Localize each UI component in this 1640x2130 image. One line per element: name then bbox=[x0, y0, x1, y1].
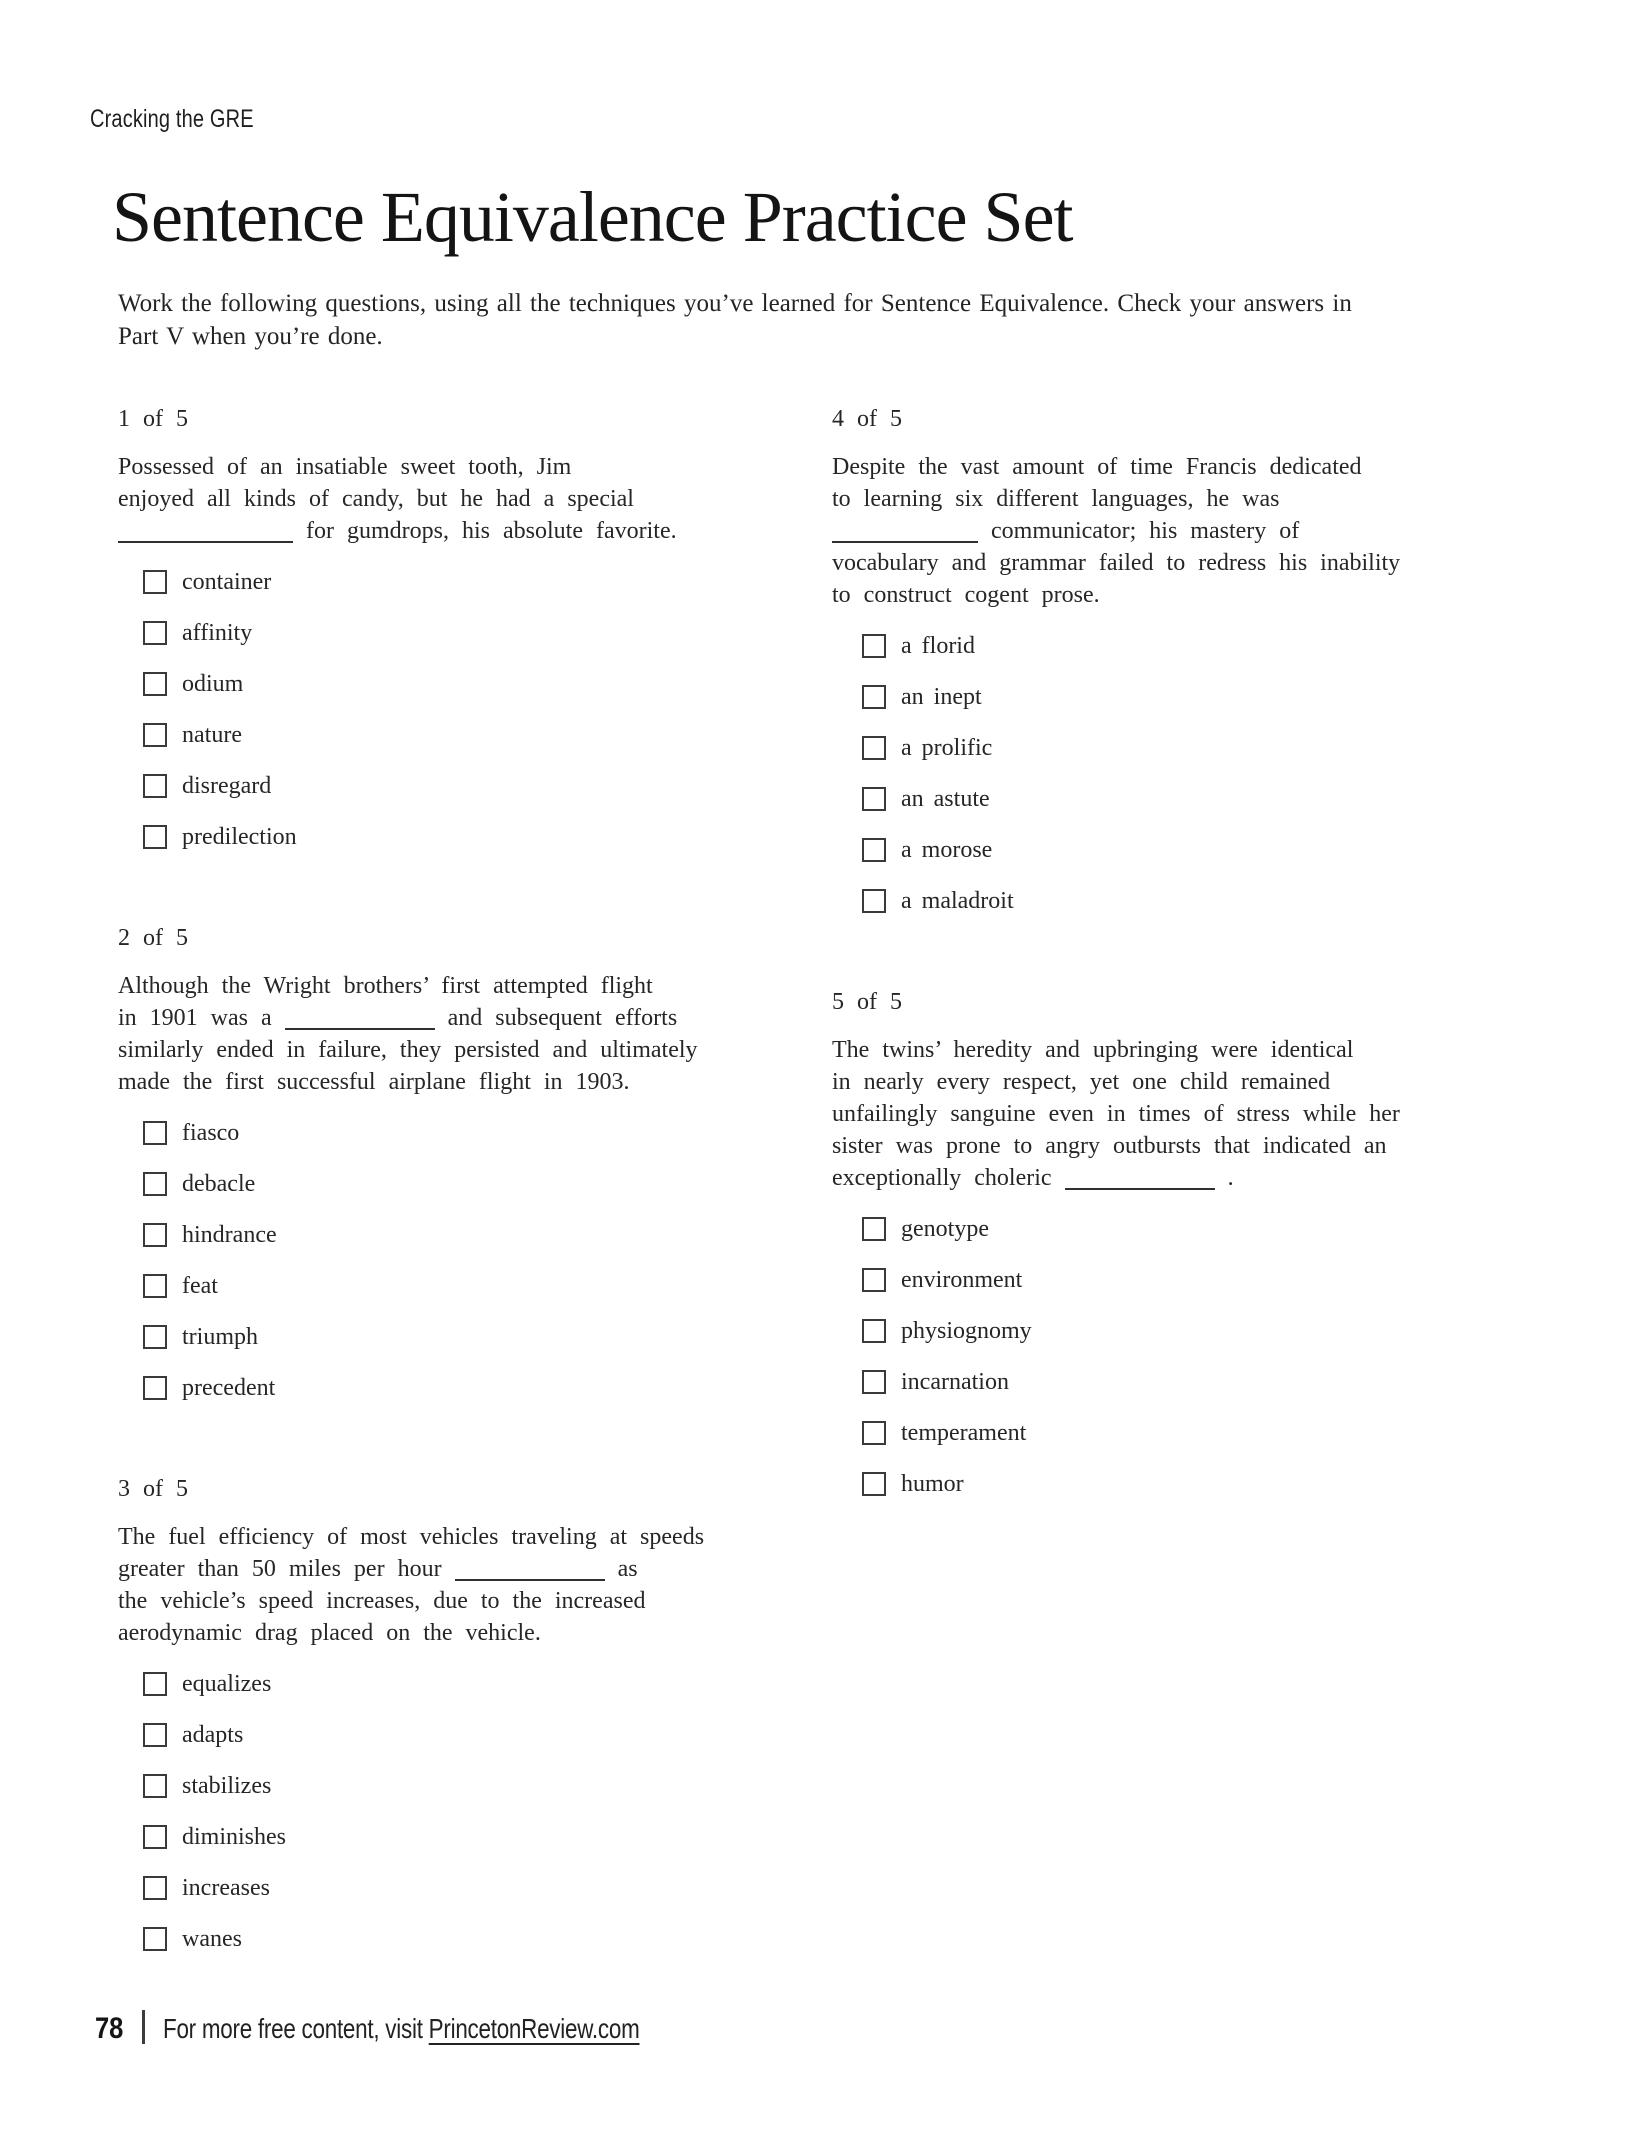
question-text-line bbox=[118, 1553, 798, 1585]
question-text-segment: Despite the vast amount of time Francis dedicated bbox=[832, 454, 1362, 480]
answer-option[interactable] bbox=[118, 822, 798, 852]
question-text-segment: enjoyed all kinds of candy, but he had a special bbox=[118, 486, 634, 512]
checkbox-icon[interactable] bbox=[143, 1223, 167, 1247]
answer-option[interactable] bbox=[118, 618, 798, 648]
checkbox-icon[interactable] bbox=[862, 685, 886, 709]
answer-option[interactable] bbox=[832, 1469, 1522, 1499]
answer-option-label: diminishes bbox=[182, 1823, 287, 1850]
question-text-segment: the vehicle’s speed increases, due to the increased bbox=[118, 1588, 646, 1614]
answer-blank bbox=[1065, 1168, 1215, 1190]
answer-option[interactable] bbox=[118, 1220, 798, 1250]
footer-text bbox=[163, 2013, 640, 2045]
checkbox-icon[interactable] bbox=[143, 621, 167, 645]
question-text-line bbox=[118, 1617, 798, 1649]
answer-option-label: fiasco bbox=[182, 1119, 240, 1146]
answer-option[interactable] bbox=[832, 1418, 1522, 1448]
question-text bbox=[832, 1034, 1522, 1194]
question-text-line bbox=[832, 1034, 1522, 1066]
question-text-line bbox=[832, 579, 1522, 611]
question-text-line bbox=[832, 1066, 1522, 1098]
answer-option-label: precedent bbox=[182, 1374, 276, 1401]
answer-option-label: container bbox=[182, 568, 272, 595]
answer-option-label: genotype bbox=[901, 1215, 989, 1242]
answer-option-label: feat bbox=[182, 1272, 218, 1299]
answer-option-label: a prolific bbox=[901, 734, 993, 761]
footer-divider bbox=[142, 2010, 145, 2044]
question-4 bbox=[832, 403, 1522, 916]
answer-option[interactable] bbox=[118, 669, 798, 699]
checkbox-icon[interactable] bbox=[862, 1370, 886, 1394]
question-text bbox=[832, 451, 1522, 611]
question-text-segment: greater than 50 miles per hour bbox=[118, 1556, 455, 1582]
checkbox-icon[interactable] bbox=[143, 1927, 167, 1951]
question-5 bbox=[832, 986, 1522, 1499]
question-3 bbox=[118, 1473, 798, 1954]
answer-option[interactable] bbox=[832, 682, 1522, 712]
question-text-segment: Possessed of an insatiable sweet tooth, Jim bbox=[118, 454, 572, 480]
answer-option-label: hindrance bbox=[182, 1221, 277, 1248]
checkbox-icon[interactable] bbox=[862, 787, 886, 811]
question-text-segment: exceptionally choleric bbox=[832, 1165, 1065, 1191]
question-text-segment: The fuel efficiency of most vehicles traveling at speeds bbox=[118, 1524, 705, 1550]
question-text-line bbox=[832, 547, 1522, 579]
answer-option-label: environment bbox=[901, 1266, 1023, 1293]
answer-blank bbox=[285, 1008, 435, 1030]
answer-option[interactable] bbox=[832, 1214, 1522, 1244]
question-text-segment: and subsequent efforts bbox=[434, 1005, 678, 1031]
answer-option[interactable] bbox=[118, 1373, 798, 1403]
question-text bbox=[118, 1521, 798, 1649]
page-title: Sentence Equivalence Practice Set bbox=[112, 177, 1073, 257]
checkbox-icon[interactable] bbox=[143, 1121, 167, 1145]
checkbox-icon[interactable] bbox=[862, 634, 886, 658]
right-column bbox=[832, 403, 1522, 1569]
question-text-segment: to construct cogent prose. bbox=[832, 582, 1100, 608]
answer-option-label: incarnation bbox=[901, 1368, 1009, 1395]
footer-text-label: For more free content, visit bbox=[163, 2013, 429, 2044]
answer-option-label: predilection bbox=[182, 823, 297, 850]
question-text-line bbox=[832, 1098, 1522, 1130]
left-column bbox=[118, 403, 798, 2024]
answer-option[interactable] bbox=[832, 835, 1522, 865]
intro-line: Work the following questions, using all the techniques you’ve learned for Sentence Equivalence. Check your answers in bbox=[118, 290, 1352, 317]
page-number: 78 bbox=[95, 2012, 124, 2045]
checkbox-icon[interactable] bbox=[143, 1774, 167, 1798]
answer-option[interactable] bbox=[118, 1720, 798, 1750]
question-1 bbox=[118, 403, 798, 852]
intro-line: Part V when you’re done. bbox=[118, 323, 383, 350]
answer-option-label: temperament bbox=[901, 1419, 1027, 1446]
answer-option-label: physiognomy bbox=[901, 1317, 1032, 1344]
checkbox-icon[interactable] bbox=[862, 1268, 886, 1292]
checkbox-icon[interactable] bbox=[862, 889, 886, 913]
answer-options bbox=[832, 1214, 1522, 1499]
checkbox-icon[interactable] bbox=[143, 1876, 167, 1900]
question-text-line bbox=[118, 1521, 798, 1553]
answer-option[interactable] bbox=[118, 720, 798, 750]
answer-option-label: affinity bbox=[182, 619, 253, 646]
question-text-segment: unfailingly sanguine even in times of stress while her bbox=[832, 1101, 1400, 1127]
question-text-line bbox=[832, 1162, 1522, 1194]
intro-paragraph bbox=[118, 287, 1518, 353]
question-text-segment: as bbox=[604, 1556, 638, 1582]
question-text-line bbox=[118, 451, 798, 483]
answer-option-label: an astute bbox=[901, 785, 990, 812]
answer-option-label: nature bbox=[182, 721, 242, 748]
answer-option[interactable] bbox=[832, 784, 1522, 814]
question-text-line bbox=[832, 451, 1522, 483]
answer-blank bbox=[118, 521, 293, 543]
question-text-segment: . bbox=[1214, 1165, 1234, 1191]
answer-option[interactable] bbox=[832, 733, 1522, 763]
answer-option[interactable] bbox=[832, 886, 1522, 916]
checkbox-icon[interactable] bbox=[862, 736, 886, 760]
answer-option[interactable] bbox=[118, 1322, 798, 1352]
question-text-segment: similarly ended in failure, they persisted and ultimately bbox=[118, 1037, 698, 1063]
answer-option[interactable] bbox=[118, 771, 798, 801]
question-number: 2 of 5 bbox=[118, 925, 188, 951]
checkbox-icon[interactable] bbox=[143, 1723, 167, 1747]
question-text-segment: The twins’ heredity and upbringing were identical bbox=[832, 1037, 1354, 1063]
answer-option[interactable] bbox=[118, 1873, 798, 1903]
checkbox-icon[interactable] bbox=[862, 1472, 886, 1496]
checkbox-icon[interactable] bbox=[143, 1274, 167, 1298]
question-number: 5 of 5 bbox=[832, 989, 902, 1015]
checkbox-icon[interactable] bbox=[143, 1672, 167, 1696]
answer-options bbox=[118, 567, 798, 852]
checkbox-icon[interactable] bbox=[862, 1421, 886, 1445]
question-text-line bbox=[832, 483, 1522, 515]
answer-blank bbox=[455, 1559, 605, 1581]
question-number: 4 of 5 bbox=[832, 406, 902, 432]
answer-options bbox=[118, 1669, 798, 1954]
answer-option-label: odium bbox=[182, 670, 244, 697]
question-text-line bbox=[118, 483, 798, 515]
question-number: 3 of 5 bbox=[118, 1476, 188, 1502]
checkbox-icon[interactable] bbox=[143, 723, 167, 747]
checkbox-icon[interactable] bbox=[143, 774, 167, 798]
question-text-segment: for gumdrops, his absolute favorite. bbox=[293, 518, 677, 544]
answer-option[interactable] bbox=[118, 1271, 798, 1301]
answer-option-label: an inept bbox=[901, 683, 982, 710]
checkbox-icon[interactable] bbox=[143, 1376, 167, 1400]
checkbox-icon[interactable] bbox=[862, 838, 886, 862]
answer-option[interactable] bbox=[118, 567, 798, 597]
answer-option[interactable] bbox=[118, 1771, 798, 1801]
answer-option[interactable] bbox=[832, 631, 1522, 661]
question-text-segment: Although the Wright brothers’ first attempted flight bbox=[118, 973, 653, 999]
footer-link[interactable]: PrincetonReview.com bbox=[428, 2013, 640, 2044]
question-text-line bbox=[832, 515, 1522, 547]
answer-option-label: wanes bbox=[182, 1925, 242, 1952]
answer-option-label: adapts bbox=[182, 1721, 244, 1748]
question-text-line bbox=[118, 1002, 798, 1034]
checkbox-icon[interactable] bbox=[143, 570, 167, 594]
checkbox-icon[interactable] bbox=[143, 825, 167, 849]
checkbox-icon[interactable] bbox=[143, 1172, 167, 1196]
answer-option-label: disregard bbox=[182, 772, 272, 799]
answer-option[interactable] bbox=[118, 1924, 798, 1954]
question-number: 1 of 5 bbox=[118, 406, 188, 432]
question-text-line bbox=[118, 515, 798, 547]
question-text-line bbox=[118, 1066, 798, 1098]
checkbox-icon[interactable] bbox=[143, 672, 167, 696]
question-text-segment: aerodynamic drag placed on the vehicle. bbox=[118, 1620, 541, 1646]
answer-option[interactable] bbox=[118, 1118, 798, 1148]
question-text-segment: made the first successful airplane flight in 1903. bbox=[118, 1069, 630, 1095]
question-text-line bbox=[118, 1034, 798, 1066]
answer-option-label: humor bbox=[901, 1470, 964, 1497]
answer-option-label: triumph bbox=[182, 1323, 258, 1350]
answer-option[interactable] bbox=[118, 1669, 798, 1699]
checkbox-icon[interactable] bbox=[143, 1825, 167, 1849]
question-text bbox=[118, 451, 798, 547]
answer-option-label: a maladroit bbox=[901, 887, 1014, 914]
question-text-segment: to learning six different languages, he was bbox=[832, 486, 1280, 512]
question-text-segment: vocabulary and grammar failed to redress his inability bbox=[832, 550, 1401, 576]
answer-option-label: debacle bbox=[182, 1170, 256, 1197]
checkbox-icon[interactable] bbox=[143, 1325, 167, 1349]
running-head: Cracking the GRE bbox=[90, 105, 254, 133]
question-text-segment: sister was prone to angry outbursts that indicated an bbox=[832, 1133, 1387, 1159]
answer-option-label: a florid bbox=[901, 632, 975, 659]
question-text-line bbox=[118, 970, 798, 1002]
answer-options bbox=[832, 631, 1522, 916]
answer-option[interactable] bbox=[832, 1265, 1522, 1295]
checkbox-icon[interactable] bbox=[862, 1319, 886, 1343]
answer-option-label: increases bbox=[182, 1874, 270, 1901]
answer-option[interactable] bbox=[118, 1822, 798, 1852]
question-2 bbox=[118, 922, 798, 1403]
checkbox-icon[interactable] bbox=[862, 1217, 886, 1241]
answer-option[interactable] bbox=[118, 1169, 798, 1199]
question-text-line bbox=[118, 1585, 798, 1617]
answer-option-label: a morose bbox=[901, 836, 993, 863]
answer-option[interactable] bbox=[832, 1367, 1522, 1397]
answer-option[interactable] bbox=[832, 1316, 1522, 1346]
question-text-segment: in nearly every respect, yet one child remained bbox=[832, 1069, 1331, 1095]
answer-option-label: equalizes bbox=[182, 1670, 272, 1697]
question-text-segment: communicator; his mastery of bbox=[978, 518, 1300, 544]
question-text-segment: in 1901 was a bbox=[118, 1005, 285, 1031]
answer-option-label: stabilizes bbox=[182, 1772, 272, 1799]
answer-options bbox=[118, 1118, 798, 1403]
answer-blank bbox=[832, 521, 978, 543]
question-text-line bbox=[832, 1130, 1522, 1162]
question-text bbox=[118, 970, 798, 1098]
